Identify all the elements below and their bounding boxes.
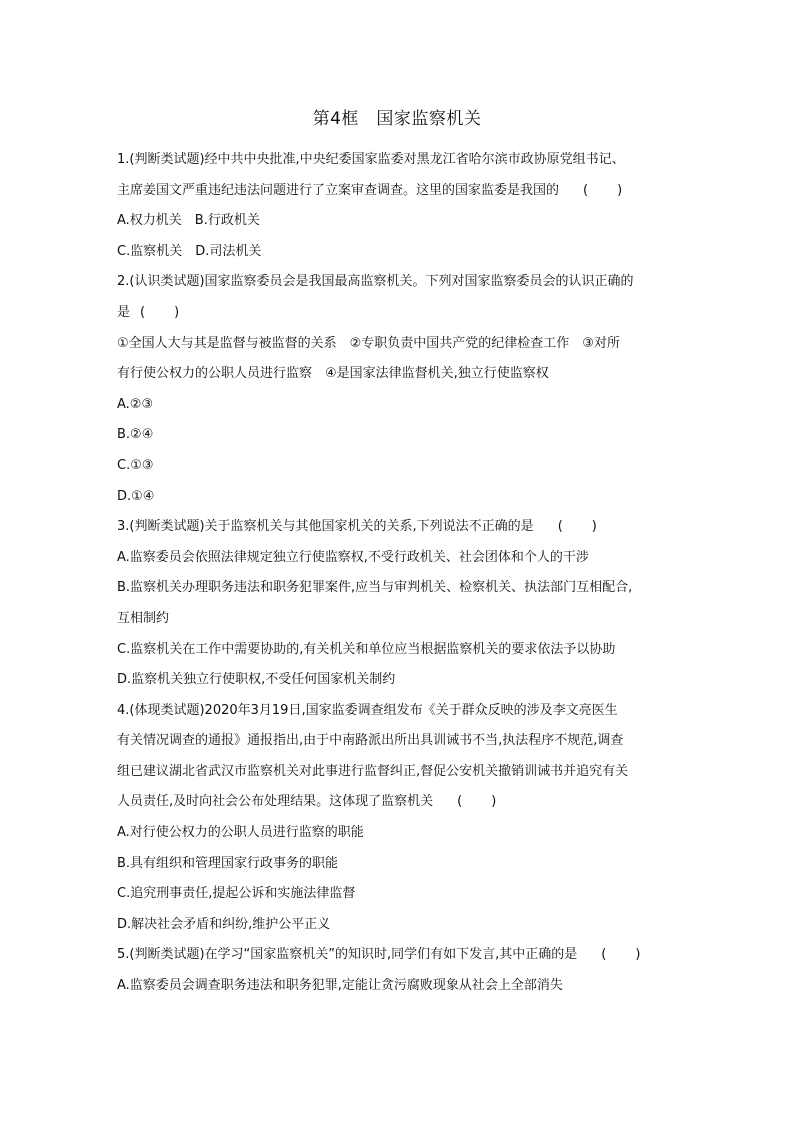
q1-answer-blank: ( ) — [583, 182, 624, 198]
q1-stem-text: 主席姜国文严重违纪违法问题进行了立案审查调查。这里的国家监委是我国的 — [117, 182, 560, 198]
q2-option-b: B.②④ — [117, 427, 154, 443]
q5-stem-line-1 — [117, 940, 685, 971]
q3-stem-line-1 — [117, 512, 685, 543]
q2-option-d: D.①④ — [117, 488, 155, 504]
q4-stem-text: 人员责任,及时向社会公布处理结果。这体现了监察机关 — [117, 794, 434, 810]
q3-option-d: D.监察机关独立行使职权,不受任何国家机关制约 — [117, 672, 396, 688]
q2-option-c: C.①③ — [117, 457, 154, 473]
q3-option-b-line-1: B.监察机关办理职务违法和职务犯罪案件,应当与审判机关、检察机关、执法部门互相配合, — [117, 580, 633, 596]
q1-stem-line-1: 1.(判断类试题)经中共中央批准,中央纪委国家监委对黑龙江省哈尔滨市政协原党组书记、 — [117, 152, 625, 167]
q3-option-b-line-2: 互相制约 — [117, 610, 170, 626]
q3-option-a: A.监察委员会依照法律规定独立行使监察权,不受行政机关、社会团体和个人的干涉 — [117, 549, 589, 565]
q4-option-a: A.对行使公权力的公职人员进行监察的职能 — [117, 825, 364, 841]
q1-options-cd: C.监察机关 D.司法机关 — [117, 243, 262, 259]
q5-stem-text: 5.(判断类试题)在学习“国家监察机关”的知识时,同学们有如下发言,其中正确的是 — [117, 947, 578, 963]
q2-stem-line-1: 2.(认识类试题)国家监察委员会是我国最高监察机关。下列对国家监察委员会的认识正确的 — [117, 274, 634, 290]
q2-answer-blank: ( ) — [140, 304, 181, 320]
q5-option-a: A.监察委员会调查职务违法和职务犯罪,定能让贪污腐败现象从社会上全部消失 — [117, 978, 563, 994]
q4-stem-line-4 — [117, 787, 685, 818]
q4-option-c: C.追究刑事责任,提起公诉和实施法律监督 — [117, 886, 356, 902]
q3-stem-text: 3.(判断类试题)关于监察机关与其他国家机关的关系,下列说法不正确的是 — [117, 519, 534, 535]
page-title: 第4框 国家监察机关 — [312, 109, 482, 129]
q2-stem-text: 是 — [117, 304, 131, 320]
q4-stem-line-2: 有关情况调查的通报》通报指出,由于中南路派出所出具训诫书不当,执法程序不规范,调查 — [117, 733, 624, 749]
q2-option-a: A.②③ — [117, 396, 154, 412]
question-list — [117, 145, 685, 1002]
q1-options-ab: A.权力机关 B.行政机关 — [117, 213, 260, 229]
q4-stem-line-1: 4.(体现类试题)2020年3月19日,国家监委调查组发布《关于群众反映的涉及李文亮医生 — [117, 702, 618, 718]
q4-option-d: D.解决社会矛盾和纠纷,维护公平正义 — [117, 916, 331, 932]
q4-answer-blank: ( ) — [457, 794, 498, 810]
q2-statements-line-2: 有行使公权力的公职人员进行监察 ④是国家法律监督机关,独立行使监察权 — [117, 366, 549, 382]
q3-answer-blank: ( ) — [557, 519, 598, 535]
q5-answer-blank: ( ) — [601, 947, 642, 963]
q3-option-c: C.监察机关在工作中需要协助的,有关机关和单位应当根据监察机关的要求依法予以协助 — [117, 641, 616, 657]
q2-statements-line-1: ①全国人大与其是监督与被监督的关系 ②专职负责中国共产党的纪律检查工作 ③对所 — [117, 335, 620, 351]
q4-option-b: B.具有组织和管理国家行政事务的职能 — [117, 855, 339, 871]
q2-stem-line-2 — [117, 298, 685, 329]
q1-stem-line-2 — [117, 176, 685, 207]
q4-stem-line-3: 组已建议湖北省武汉市监察机关对此事进行监督纠正,督促公安机关撤销训诫书并追究有关 — [117, 763, 629, 779]
